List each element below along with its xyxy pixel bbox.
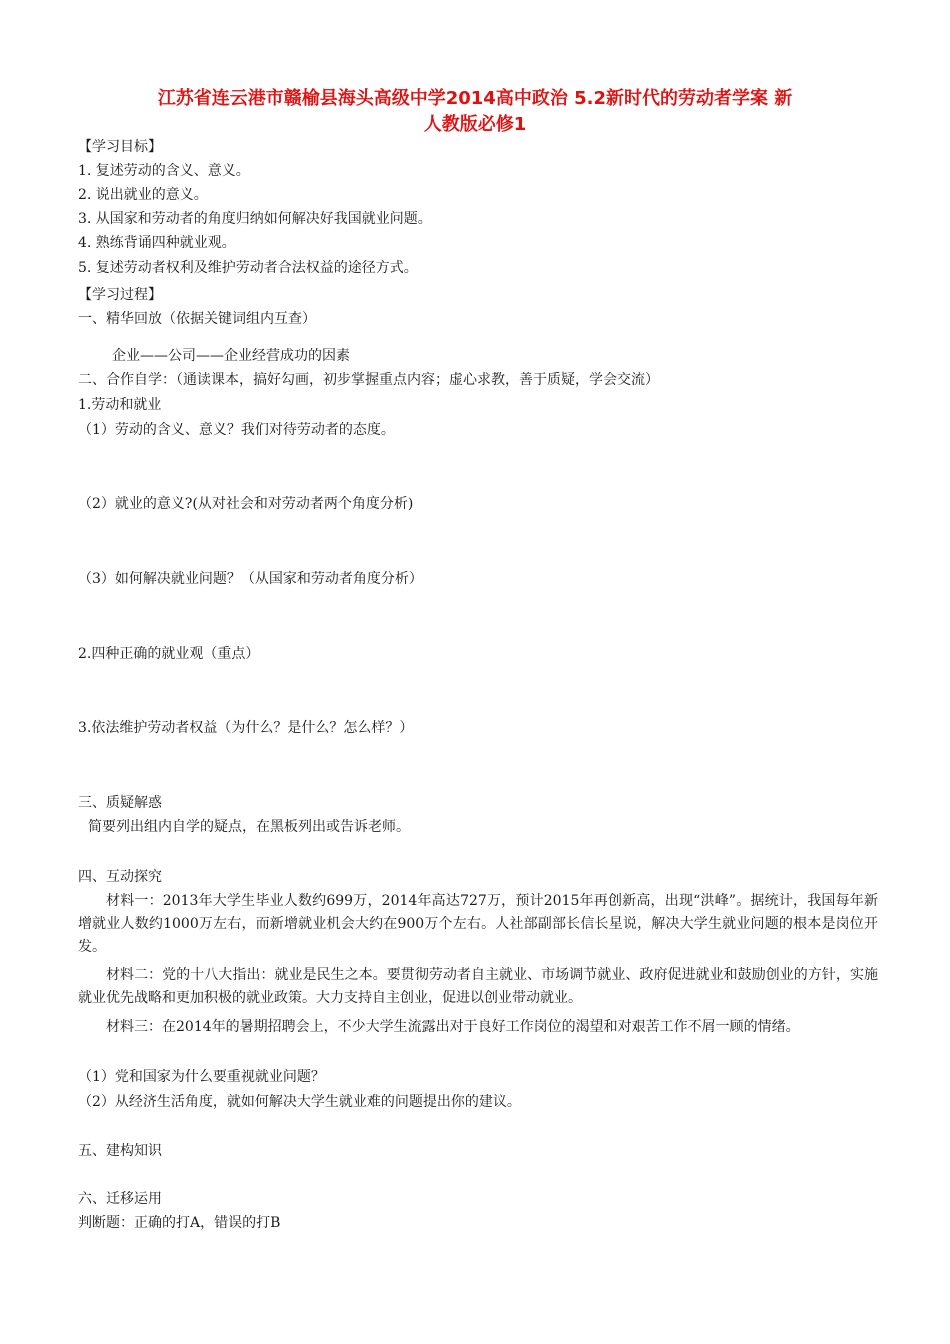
goals-heading: 【学习目标】 — [78, 139, 162, 155]
section-1-keywords: 企业——公司——企业经营成功的因素 — [112, 348, 350, 364]
section-6-heading: 六、迁移运用 — [78, 1191, 162, 1207]
section-3-heading: 三、质疑解惑 — [78, 795, 162, 811]
question-3: （3）如何解决就业问题？（从国家和劳动者角度分析） — [78, 571, 423, 587]
section-5-heading: 五、建构知识 — [78, 1143, 162, 1159]
document-title — [70, 86, 880, 138]
goal-item-1: 1. 复述劳动的含义、意义。 — [78, 163, 250, 179]
goal-item-3: 3. 从国家和劳动者的角度归纳如何解决好我国就业问题。 — [78, 211, 432, 227]
process-heading: 【学习过程】 — [78, 287, 162, 303]
material-1: 材料一：2013年大学生毕业人数约699万，2014年高达727万，预计2015年再创新高，出现“洪峰”。据统计，我国每年新增就业人数约1000万左右，而新增就业机会大约在900万个左右。人社部副部长信长星说，解决大学生就业问题的根本是岗位开发。 — [78, 893, 878, 955]
title-line-1: 江苏省连云港市赣榆县海头高级中学2014高中政治 5.2新时代的劳动者学案 新 — [157, 88, 793, 109]
part-2-heading: 2.四种正确的就业观（重点） — [78, 646, 260, 662]
question-2: （2）就业的意义?(从对社会和对劳动者两个角度分析) — [78, 496, 414, 512]
part-1-heading: 1.劳动和就业 — [78, 397, 162, 413]
judge-instruction: 判断题：正确的打A，错误的打B — [78, 1215, 281, 1231]
goal-item-2: 2. 说出就业的意义。 — [78, 187, 208, 203]
goal-item-5: 5. 复述劳动者权利及维护劳动者合法权益的途径方式。 — [78, 260, 418, 276]
goal-item-4: 4. 熟练背诵四种就业观。 — [78, 235, 236, 251]
inquiry-question-2: （2）从经济生活角度，就如何解决大学生就业难的问题提出你的建议。 — [78, 1094, 521, 1110]
part-3-heading: 3.依法维护劳动者权益（为什么？是什么？怎么样？） — [78, 720, 414, 736]
section-3-text: 简要列出组内自学的疑点，在黑板列出或告诉老师。 — [88, 819, 410, 835]
section-1-heading: 一、精华回放（依据关键词组内互查） — [78, 311, 316, 327]
title-line-2: 人教版必修1 — [423, 114, 527, 135]
section-4-heading: 四、互动探究 — [78, 869, 162, 885]
inquiry-question-1: （1）党和国家为什么要重视就业问题？ — [78, 1069, 325, 1085]
question-1: （1）劳动的含义、意义？我们对待劳动者的态度。 — [78, 422, 395, 438]
material-2: 材料二：党的十八大指出：就业是民生之本。要贯彻劳动者自主就业、市场调节就业、政府促进就业和鼓励创业的方针，实施就业优先战略和更加积极的就业政策。大力支持自主创业，促进以创业带动就业。 — [78, 967, 878, 1006]
section-2-heading: 二、合作自学：（通读课本，搞好勾画，初步掌握重点内容；虚心求教，善于质疑，学会交流） — [78, 372, 659, 388]
material-3: 材料三：在2014年的暑期招聘会上，不少大学生流露出对于良好工作岗位的渴望和对艰苦工作不屑一顾的情绪。 — [106, 1019, 800, 1035]
